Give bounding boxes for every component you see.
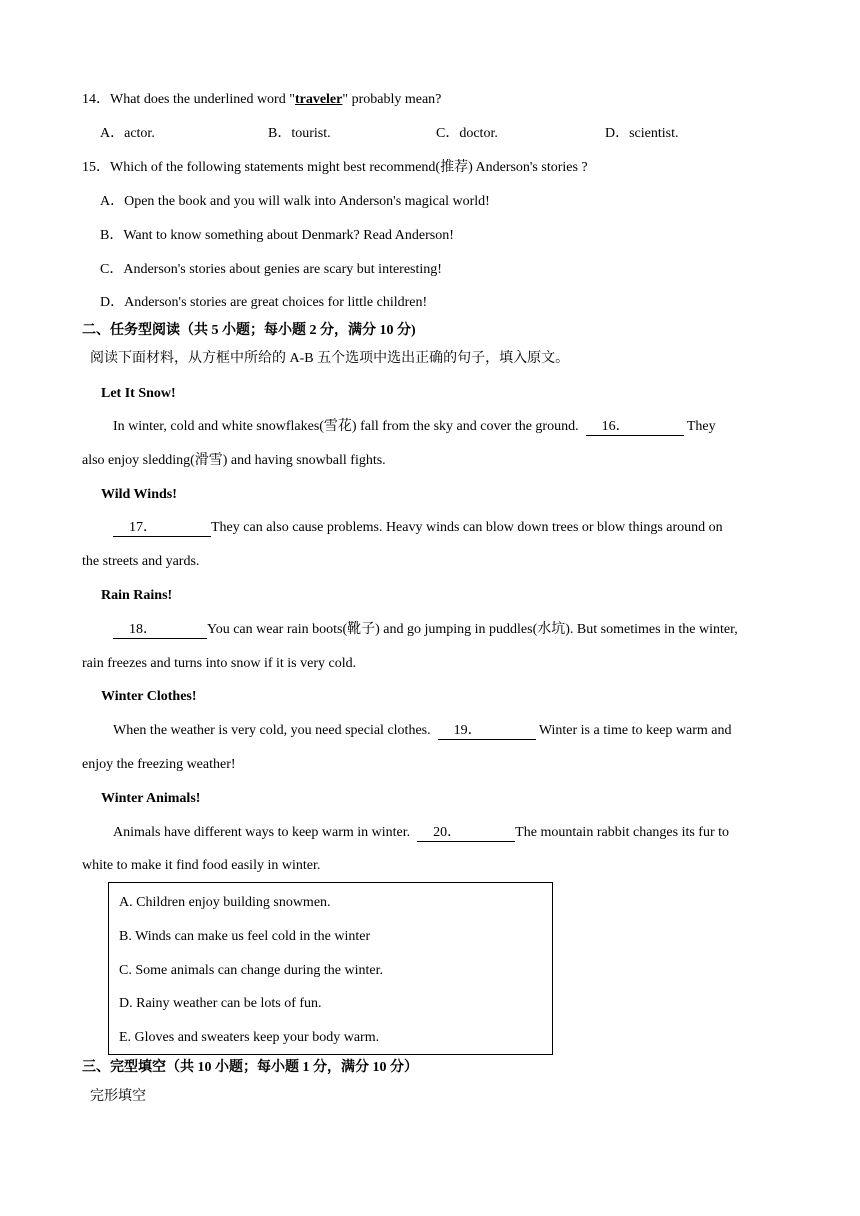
q14-option-a: A．actor.: [100, 126, 155, 141]
q14-option-d: D．scientist.: [605, 126, 679, 141]
subheading-winter-clothes: Winter Clothes!: [101, 689, 197, 704]
passage-text: The mountain rabbit changes its fur to: [515, 825, 730, 840]
choice-b: B. Winds can make us feel cold in the winter: [119, 929, 371, 944]
passage-line: rain freezes and turns into snow if it is very cold.: [82, 656, 357, 671]
q14-suffix: " probably mean?: [342, 92, 442, 107]
q15-option-b: B．Want to know something about Denmark? Read Anderson!: [100, 228, 454, 243]
q14-prefix: 14．What does the underlined word ": [82, 92, 295, 107]
subheading-let-it-snow: Let It Snow!: [101, 386, 176, 401]
passage-text: In winter, cold and white snowflakes(雪花) fall from the sky and cover the ground.: [113, 419, 579, 434]
choice-c: C. Some animals can change during the winter.: [119, 963, 383, 978]
blank-20[interactable]: 20．: [417, 825, 515, 842]
passage-line: also enjoy sledding(滑雪) and having snowball fights.: [82, 453, 386, 468]
q15-option-d: D．Anderson's stories are great choices for little children!: [100, 295, 428, 310]
blank-17[interactable]: 17．: [113, 520, 211, 537]
subheading-wild-winds: Wild Winds!: [101, 487, 177, 502]
subheading-winter-animals: Winter Animals!: [101, 791, 201, 806]
blank-19[interactable]: 19．: [438, 723, 536, 740]
section-3-heading: 三、完型填空（共 10 小题；每小题 1 分，满分 10 分）: [82, 1060, 418, 1075]
passage-line: [113, 824, 729, 842]
subheading-rain-rains: Rain Rains!: [101, 588, 173, 603]
passage-text: They can also cause problems. Heavy winds can blow down trees or blow things around on: [211, 520, 723, 535]
section-2-instruction: 阅读下面材料，从方框中所给的 A-B 五个选项中选出正确的句子，填入原文。: [90, 351, 570, 366]
passage-text: You can wear rain boots(靴子) and go jumping in puddles(水坑). But sometimes in the winter,: [207, 622, 738, 637]
passage-line: the streets and yards.: [82, 554, 200, 569]
passage-line: [113, 519, 723, 537]
passage-line: [113, 621, 738, 639]
q15-option-a: A．Open the book and you will walk into Anderson's magical world!: [100, 194, 490, 209]
question-14-stem: [82, 91, 441, 109]
passage-line: enjoy the freezing weather!: [82, 757, 236, 772]
choice-a: A. Children enjoy building snowmen.: [119, 895, 331, 910]
passage-text: Animals have different ways to keep warm in winter.: [113, 825, 411, 840]
question-15-stem: 15．Which of the following statements might best recommend(推荐) Anderson's stories ?: [82, 160, 588, 175]
passage-line: [113, 418, 716, 436]
underlined-word: traveler: [294, 92, 343, 107]
choices-box: [108, 882, 553, 1055]
q14-option-b: B．tourist.: [268, 126, 331, 141]
passage-text: Winter is a time to keep warm and: [535, 723, 732, 738]
passage-line: [113, 722, 732, 740]
blank-18[interactable]: 18．: [113, 622, 207, 639]
section-2-heading: 二、任务型阅读（共 5 小题；每小题 2 分，满分 10 分): [82, 323, 416, 338]
section-3-instruction: 完形填空: [90, 1089, 146, 1104]
q14-option-c: C．doctor.: [436, 126, 498, 141]
q15-option-c: C．Anderson's stories about genies are scary but interesting!: [100, 262, 442, 277]
choice-d: D. Rainy weather can be lots of fun.: [119, 996, 322, 1011]
choice-e: E. Gloves and sweaters keep your body warm.: [119, 1030, 380, 1045]
passage-line: white to make it find food easily in winter.: [82, 858, 321, 873]
blank-16[interactable]: 16．: [586, 419, 684, 436]
passage-text: They: [683, 419, 716, 434]
passage-text: When the weather is very cold, you need special clothes.: [113, 723, 431, 738]
